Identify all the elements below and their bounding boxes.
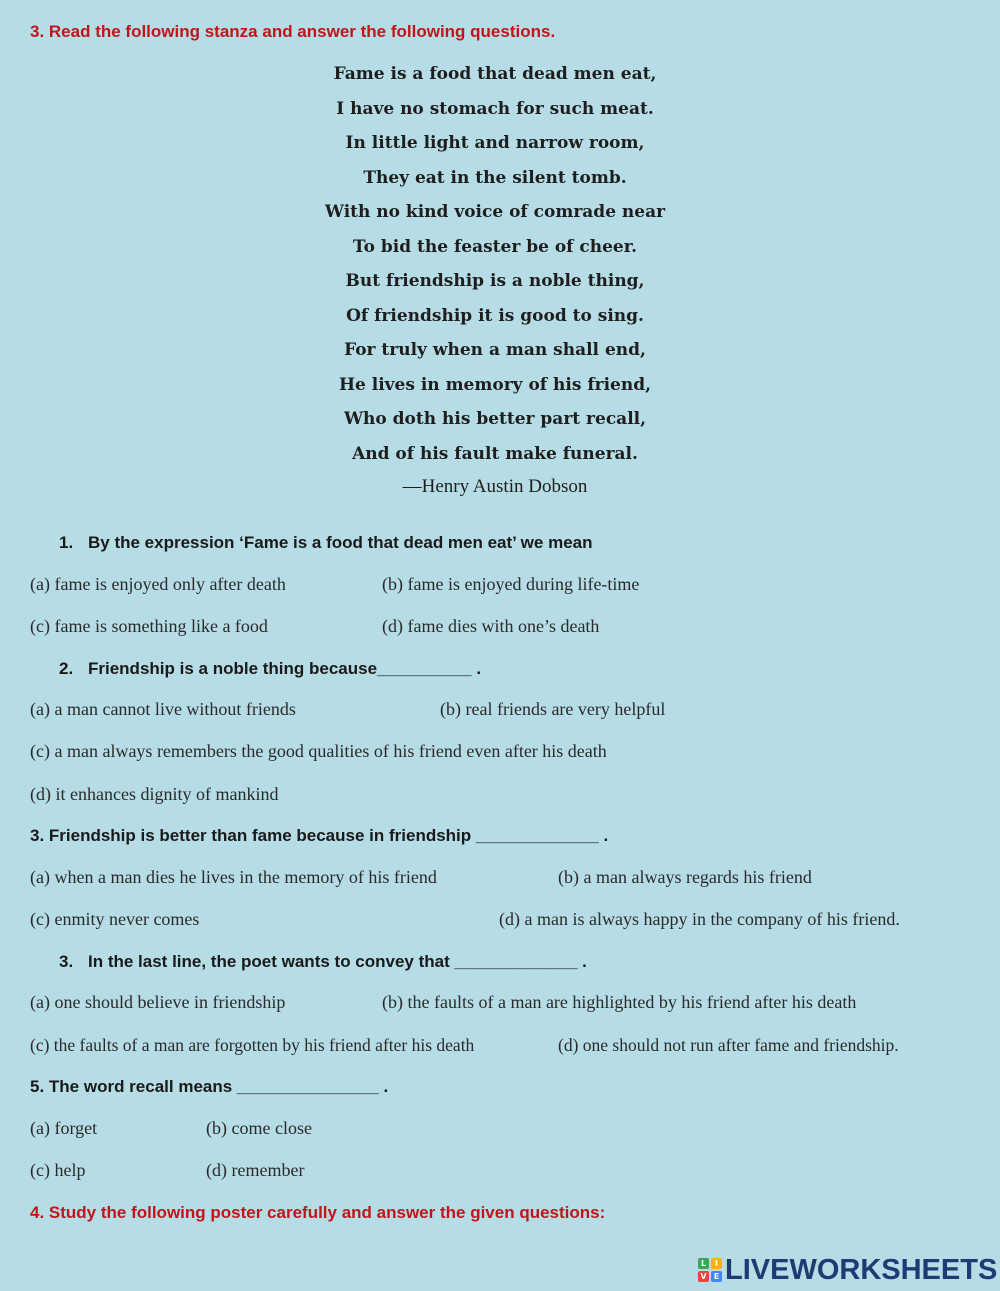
q5-option-c[interactable]: (c) help	[30, 1160, 86, 1180]
question-4	[59, 952, 587, 972]
section-3-heading: 3. Read the following stanza and answer the following questions.	[30, 22, 556, 41]
question-text: In the last line, the poet wants to convey that _____________ .	[88, 952, 587, 971]
stanza-line: Of friendship it is good to sing.	[346, 305, 644, 326]
q2-option-c[interactable]: (c) a man always remembers the good qualities of his friend even after his death	[30, 741, 607, 761]
q3-option-a[interactable]: (a) when a man dies he lives in the memory of his friend	[30, 867, 437, 887]
question-number: 3.	[59, 952, 74, 971]
question-3: 3. Friendship is better than fame because in friendship _____________ .	[30, 826, 609, 845]
poem-stanza	[0, 60, 990, 474]
logo-letter: L	[698, 1258, 709, 1269]
question-1	[59, 533, 593, 553]
poem-author: —Henry Austin Dobson	[402, 476, 588, 497]
stanza-line: Who doth his better part recall,	[343, 409, 647, 429]
logo-mark-icon	[698, 1258, 722, 1282]
stanza-line: He lives in memory of his friend,	[338, 374, 652, 395]
question-number: 2.	[59, 659, 74, 678]
q4-option-d[interactable]: (d) one should not run after fame and friendship.	[558, 1035, 899, 1055]
logo-letter: V	[698, 1271, 709, 1282]
stanza-line: Fame is a food that dead men eat,	[333, 64, 657, 84]
stanza-line: And of his fault make funeral.	[352, 443, 638, 464]
q2-option-b[interactable]: (b) real friends are very helpful	[440, 699, 666, 719]
stanza-line: With no kind voice of comrade near	[324, 202, 666, 222]
stanza-line: For truly when a man shall end,	[344, 340, 646, 360]
q4-option-b[interactable]: (b) the faults of a man are highlighted by his friend after his death	[382, 992, 857, 1012]
stanza-line: They eat in the silent tomb.	[363, 167, 627, 188]
q3-option-c[interactable]: (c) enmity never comes	[30, 909, 200, 929]
question-text: Friendship is a noble thing because__________ .	[88, 659, 482, 678]
question-5: 5. The word recall means _______________ .	[30, 1077, 389, 1096]
logo-text: LIVEWORKSHEETS	[725, 1253, 998, 1286]
q2-option-a[interactable]: (a) a man cannot live without friends	[30, 699, 296, 719]
stanza-line: To bid the feaster be of cheer.	[352, 236, 638, 257]
q2-option-d[interactable]: (d) it enhances dignity of mankind	[30, 784, 279, 804]
q5-option-d[interactable]: (d) remember	[206, 1160, 305, 1180]
q5-option-a[interactable]: (a) forget	[30, 1118, 98, 1138]
q3-option-d[interactable]: (d) a man is always happy in the company of his friend.	[499, 909, 900, 929]
q1-option-d[interactable]: (d) fame dies with one’s death	[382, 616, 600, 636]
q4-option-a[interactable]: (a) one should believe in friendship	[30, 992, 286, 1012]
q1-option-c[interactable]: (c) fame is something like a food	[30, 616, 268, 636]
stanza-line: But friendship is a noble thing,	[345, 271, 645, 291]
section-4-heading: 4. Study the following poster carefully and answer the given questions:	[30, 1203, 606, 1222]
stanza-line: In little light and narrow room,	[345, 133, 645, 153]
q5-option-b[interactable]: (b) come close	[206, 1118, 312, 1138]
q4-option-c[interactable]: (c) the faults of a man are forgotten by his friend after his death	[30, 1035, 475, 1055]
logo-letter: I	[711, 1258, 722, 1269]
question-text: By the expression ‘Fame is a food that dead men eat’ we mean	[88, 533, 593, 552]
stanza-line: I have no stomach for such meat.	[336, 98, 654, 119]
liveworksheets-logo	[698, 1254, 997, 1286]
q1-option-a[interactable]: (a) fame is enjoyed only after death	[30, 574, 286, 594]
question-2	[59, 659, 481, 679]
q1-option-b[interactable]: (b) fame is enjoyed during life-time	[382, 574, 640, 594]
q3-option-b[interactable]: (b) a man always regards his friend	[558, 867, 812, 887]
question-number: 1.	[59, 533, 74, 552]
logo-letter: E	[711, 1271, 722, 1282]
